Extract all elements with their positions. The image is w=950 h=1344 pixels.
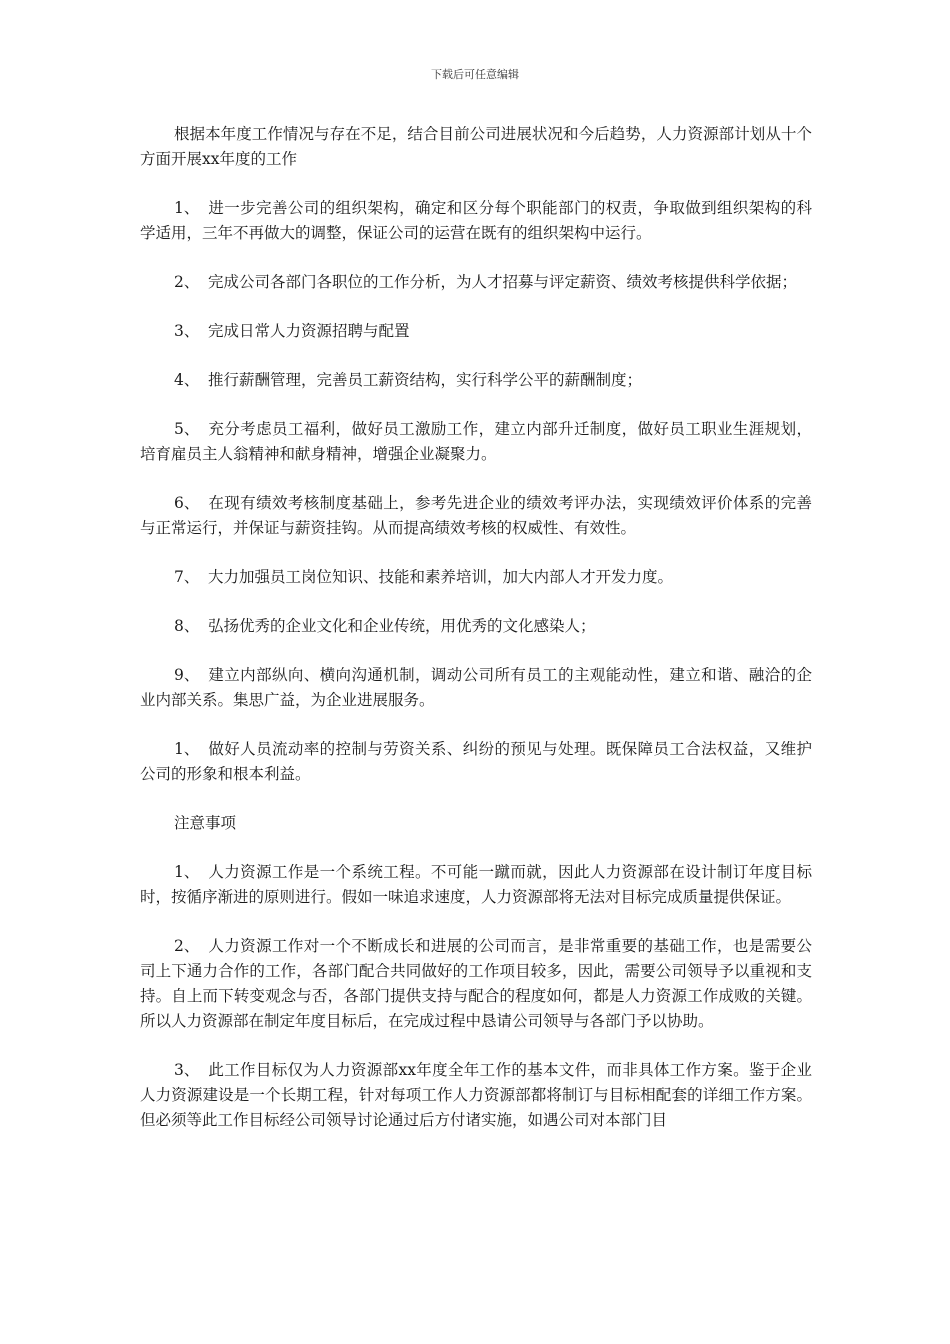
plan-item-number: 8、	[174, 617, 200, 635]
note-item	[140, 860, 812, 910]
plan-item-text: 推行薪酬管理，完善员工薪资结构，实行科学公平的薪酬制度；	[208, 371, 643, 389]
plan-item-text: 大力加强员工岗位知识、技能和素养培训，加大内部人才开发力度。	[208, 568, 674, 586]
plan-item	[140, 663, 812, 713]
note-item-number: 1、	[174, 863, 200, 881]
plan-item-text: 弘扬优秀的企业文化和企业传统，用优秀的文化感染人；	[208, 617, 596, 635]
intro-paragraph: 根据本年度工作情况与存在不足，结合目前公司进展状况和今后趋势，人力资源部计划从十个方面开展xx年度的工作	[140, 125, 812, 168]
plan-item-number: 2、	[174, 273, 200, 291]
plan-item-number: 7、	[174, 568, 200, 586]
plan-item-text: 在现有绩效考核制度基础上，参考先进企业的绩效考评办法，实现绩效评价体系的完善与正常运行，并保证与薪资挂钩。从而提高绩效考核的权威性、有效性。	[140, 494, 812, 537]
plan-item-number: 1、	[174, 199, 200, 217]
note-item-text: 人力资源工作是一个系统工程。不可能一蹴而就，因此人力资源部在设计制订年度目标时，按循序渐进的原则进行。假如一味追求速度，人力资源部将无法对目标完成质量提供保证。	[140, 863, 812, 906]
plan-item	[140, 614, 812, 639]
plan-item	[140, 270, 812, 295]
note-item-text: 人力资源工作对一个不断成长和进展的公司而言，是非常重要的基础工作，也是需要公司上下通力合作的工作，各部门配合共同做好的工作项目较多，因此，需要公司领导予以重视和支持。自上而下转变观念与否，各部门提供支持与配合的程度如何，都是人力资源工作成败的关键。所以人力资源部在制定年度目标后，在完成过程中恳请公司领导与各部门予以协助。	[140, 937, 812, 1030]
plan-item-number: 9、	[174, 666, 200, 684]
plan-item-text: 进一步完善公司的组织架构，确定和区分每个职能部门的权责，争取做到组织架构的科学适用，三年不再做大的调整，保证公司的运营在既有的组织架构中运行。	[140, 199, 812, 242]
plan-item	[140, 196, 812, 246]
notes-list	[140, 860, 812, 1133]
note-item-number: 3、	[174, 1061, 200, 1079]
plan-item-number: 4、	[174, 371, 200, 389]
note-item-text: 此工作目标仅为人力资源部xx年度全年工作的基本文件，而非具体工作方案。鉴于企业人力资源建设是一个长期工程，针对每项工作人力资源部都将制订与目标相配套的详细工作方案。但必须等此工作目标经公司领导讨论通过后方付诸实施，如遇公司对本部门目	[140, 1061, 812, 1129]
plan-item-number: 5、	[174, 420, 200, 438]
plan-item	[140, 368, 812, 393]
plan-list	[140, 196, 812, 787]
plan-item-number: 1、	[174, 740, 200, 758]
note-item	[140, 1058, 812, 1133]
plan-item-number: 6、	[174, 494, 200, 512]
plan-item	[140, 491, 812, 541]
plan-item-number: 3、	[174, 322, 200, 340]
note-item	[140, 934, 812, 1034]
page-header: 下载后可任意编辑	[431, 68, 519, 81]
plan-item	[140, 565, 812, 590]
plan-item-text: 充分考虑员工福利，做好员工激励工作，建立内部升迁制度，做好员工职业生涯规划，培育雇员主人翁精神和献身精神，增强企业凝聚力。	[140, 420, 812, 463]
document-body	[140, 122, 812, 1157]
plan-item-text: 做好人员流动率的控制与劳资关系、纠纷的预见与处理。既保障员工合法权益，又维护公司的形象和根本利益。	[140, 740, 812, 783]
plan-item	[140, 417, 812, 467]
note-item-number: 2、	[174, 937, 200, 955]
plan-item-text: 完成公司各部门各职位的工作分析，为人才招募与评定薪资、绩效考核提供科学依据；	[208, 273, 798, 291]
plan-item-text: 完成日常人力资源招聘与配置	[208, 322, 410, 340]
notes-heading: 注意事项	[174, 814, 237, 832]
plan-item-text: 建立内部纵向、横向沟通机制，调动公司所有员工的主观能动性，建立和谐、融洽的企业内部关系。集思广益，为企业进展服务。	[140, 666, 812, 709]
plan-item	[140, 319, 812, 344]
plan-item	[140, 737, 812, 787]
